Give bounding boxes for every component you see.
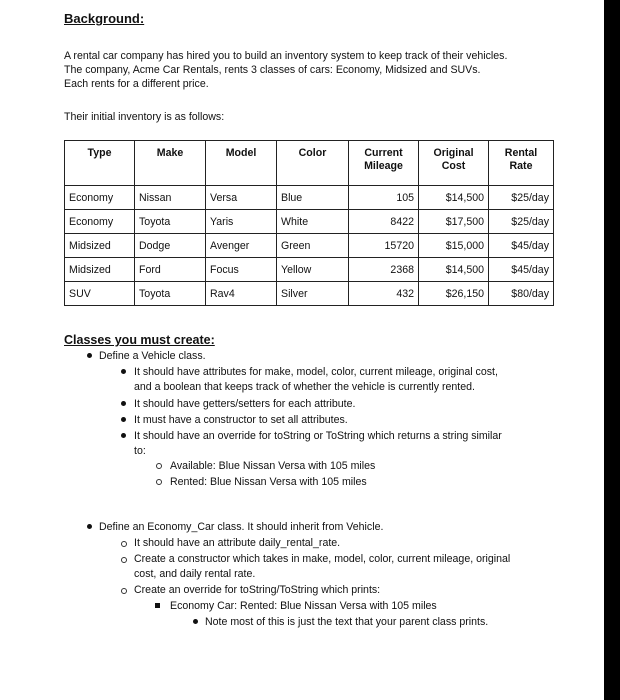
cell-color: Green [277,234,349,258]
cell-mileage: 8422 [349,210,419,234]
bullet-dot-icon [87,353,92,358]
cell-rate: $25/day [489,210,554,234]
cell-color: White [277,210,349,234]
bullet-dot-icon [193,619,198,624]
cell-rate: $80/day [489,282,554,306]
table-row [65,234,554,258]
cell-color: Blue [277,186,349,210]
inventory-table [64,140,554,306]
vehicle-getters: It should have getters/setters for each attribute. [134,398,356,410]
cell-color: Silver [277,282,349,306]
bullet-circle-icon [121,557,127,563]
intro-line: Each rents for a different price. [64,78,209,90]
intro-line: The company, Acme Car Rentals, rents 3 classes of cars: Economy, Midsized and SUVs. [64,64,481,76]
vehicle-attr-line1: It should have attributes for make, model, color, current mileage, original cost, [134,366,498,378]
bullet-dot-icon [121,433,126,438]
economy-note: Note most of this is just the text that your parent class prints. [205,616,489,628]
header-model: Model [206,141,277,186]
cell-model: Yaris [206,210,277,234]
cell-model: Versa [206,186,277,210]
intro-line: A rental car company has hired you to build an inventory system to keep track of their vehicles. [64,50,508,62]
cell-mileage: 15720 [349,234,419,258]
bullet-circle-icon [156,463,162,469]
bullet-square-icon [155,603,160,608]
economy-example: Economy Car: Rented: Blue Nissan Versa with 105 miles [170,600,437,612]
economy-constructor-line1: Create a constructor which takes in make, model, color, current mileage, original [134,553,511,565]
cell-mileage: 432 [349,282,419,306]
vehicle-tostring-line1: It should have an override for toString or ToString which returns a string similar [134,430,502,442]
economy-constructor-line2: cost, and daily rental rate. [134,568,256,580]
bullet-dot-icon [121,417,126,422]
vehicle-class-title: Define a Vehicle class. [99,350,206,362]
bullet-circle-icon [121,588,127,594]
cell-mileage: 2368 [349,258,419,282]
header-rate [489,141,554,186]
header-mileage-line2: Mileage [364,160,403,172]
bullet-circle-icon [156,479,162,485]
cell-type: Economy [65,186,135,210]
example-rented: Rented: Blue Nissan Versa with 105 miles [170,476,367,488]
cell-make: Toyota [135,282,206,306]
cell-type: Midsized [65,234,135,258]
cell-model: Focus [206,258,277,282]
cell-type: SUV [65,282,135,306]
cell-color: Yellow [277,258,349,282]
bullet-dot-icon [121,369,126,374]
header-rate-line2: Rate [509,160,533,172]
header-cost [419,141,489,186]
inventory-intro: Their initial inventory is as follows: [64,111,225,123]
economy-attr: It should have an attribute daily_rental_rate. [134,537,341,549]
intro-paragraph [64,49,564,91]
cell-make: Nissan [135,186,206,210]
table-row [65,210,554,234]
economy-override: Create an override for toString/ToString which prints: [134,584,381,596]
cell-cost: $15,000 [419,234,489,258]
cell-model: Avenger [206,234,277,258]
cell-make: Dodge [135,234,206,258]
header-type: Type [65,141,135,186]
vehicle-tostring-line2: to: [134,445,146,457]
bullet-dot-icon [87,524,92,529]
background-heading: Background: [64,11,145,26]
cell-rate: $45/day [489,234,554,258]
economy-class-title: Define an Economy_Car class. It should inherit from Vehicle. [99,521,384,533]
header-cost-line2: Cost [441,160,466,172]
header-rate-line1: Rental [504,147,538,159]
header-mileage [349,141,419,186]
table-row [65,282,554,306]
bullet-circle-icon [121,541,127,547]
bullet-dot-icon [121,401,126,406]
header-color: Color [277,141,349,186]
header-cost-line1: Original [433,147,474,159]
classes-heading: Classes you must create: [64,333,215,347]
cell-cost: $26,150 [419,282,489,306]
example-available: Available: Blue Nissan Versa with 105 miles [170,460,376,472]
cell-mileage: 105 [349,186,419,210]
cell-cost: $14,500 [419,258,489,282]
cell-type: Midsized [65,258,135,282]
cell-rate: $25/day [489,186,554,210]
header-mileage-line1: Current [364,147,403,159]
cell-model: Rav4 [206,282,277,306]
table-row [65,186,554,210]
cell-cost: $17,500 [419,210,489,234]
cell-cost: $14,500 [419,186,489,210]
header-make: Make [135,141,206,186]
table-header-row [65,141,554,186]
cell-rate: $45/day [489,258,554,282]
cell-type: Economy [65,210,135,234]
cell-make: Toyota [135,210,206,234]
vehicle-constructor: It must have a constructor to set all attributes. [134,414,348,426]
table-row [65,258,554,282]
cell-make: Ford [135,258,206,282]
vehicle-attr-line2: and a boolean that keeps track of whether the vehicle is currently rented. [134,381,475,393]
